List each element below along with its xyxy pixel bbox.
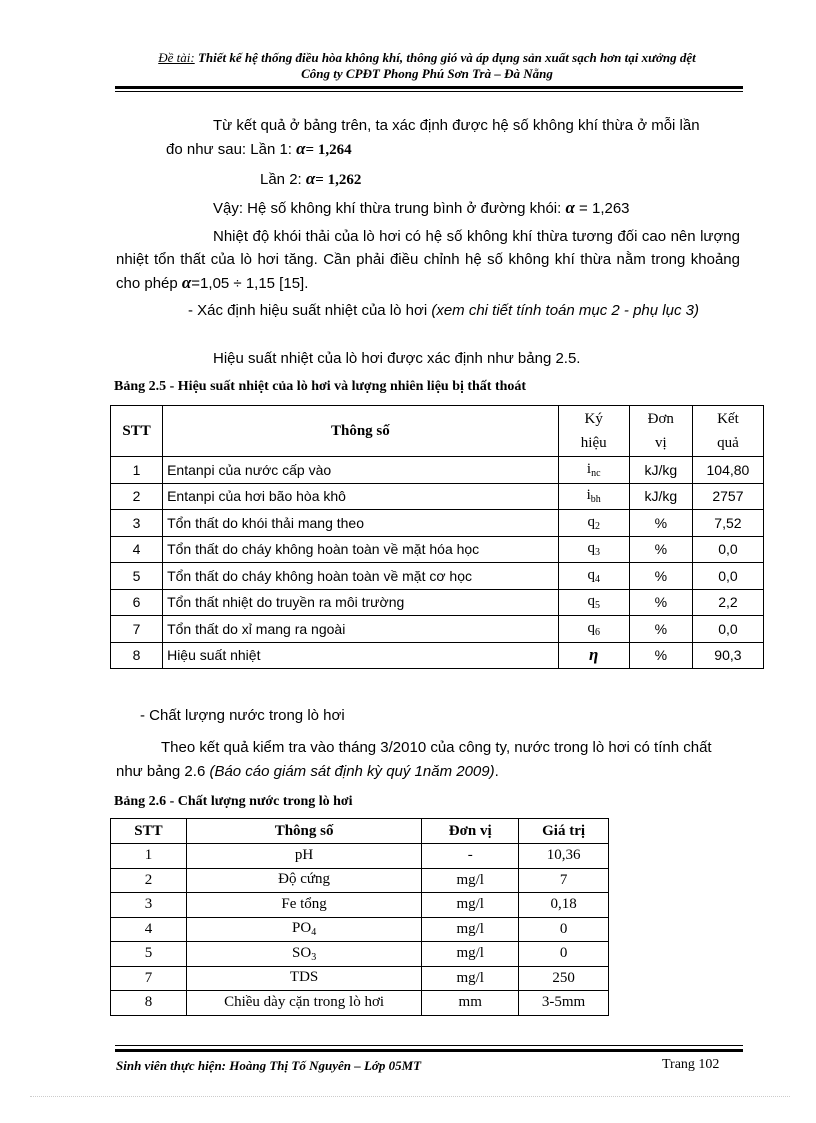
- symbol-main: q: [587, 566, 595, 583]
- conclusion-text: Vậy: Hệ số không khí thừa trung bình ở đường khói:: [213, 200, 566, 217]
- paragraph-3-text: - Xác định hiệu suất nhiệt của lò hơi: [188, 302, 432, 319]
- cell-value: 104,80: [692, 457, 763, 484]
- cell-param: [186, 917, 421, 942]
- paragraph-1-line1: Từ kết quả ở bảng trên, ta xác định được hệ số không khí thừa ở mỗi lần: [213, 117, 700, 134]
- table-2-5-caption: Bảng 2.5 - Hiệu suất nhiệt của lò hơi và lượng nhiên liệu bị thất thoát: [114, 379, 527, 394]
- alpha-symbol: α: [296, 139, 306, 158]
- conclusion-value: = 1,263: [579, 200, 630, 217]
- cell-stt: 7: [111, 966, 187, 991]
- table-2-6-caption: Bảng 2.6 - Chất lượng nước trong lò hơi: [114, 794, 353, 809]
- cell-value: 0: [519, 917, 609, 942]
- paragraph-2: [116, 225, 740, 295]
- cell-unit: mg/l: [422, 917, 519, 942]
- header-title-line1: Thiết kế hệ thống điều hòa không khí, thông gió và áp dụng sản xuất sạch hơn tại xưởng dệt: [197, 50, 696, 65]
- cell-unit: kJ/kg: [629, 457, 692, 484]
- table-row: [111, 563, 764, 590]
- symbol-main: q: [587, 513, 595, 530]
- cell-param: [186, 844, 421, 869]
- cell-unit: %: [629, 536, 692, 563]
- table-row: [111, 942, 609, 967]
- alpha-symbol: α: [565, 198, 575, 217]
- cell-value: 7,52: [692, 510, 763, 537]
- cell-unit: mg/l: [422, 942, 519, 967]
- table-row: [111, 917, 609, 942]
- cell-param: Tổn thất do xỉ mang ra ngoài: [163, 616, 559, 643]
- cell-value: 0,0: [692, 563, 763, 590]
- cell-stt: 2: [111, 868, 187, 893]
- header-rule-thin: [115, 91, 743, 92]
- paragraph-2-text: Nhiệt độ khói thải của lò hơi có hệ số không khí thừa tương đối cao nên lượng nhiệt tổn thất của lò hơi tăng. Cần phải điều chỉnh hệ số không khí thừa nằm trong khoảng cho phép: [116, 228, 740, 292]
- cell-unit: %: [629, 589, 692, 616]
- page-number: Trang 102: [662, 1057, 720, 1072]
- cell-symbol: [558, 510, 629, 537]
- symbol-main: q: [587, 619, 595, 636]
- cell-param: [186, 868, 421, 893]
- cell-stt: 1: [111, 844, 187, 869]
- page-edge-divider: [30, 1096, 790, 1097]
- table-row: [111, 483, 764, 510]
- cell-unit: %: [629, 510, 692, 537]
- paragraph-5: [116, 736, 740, 784]
- cell-unit: mm: [422, 991, 519, 1016]
- cell-param: [186, 942, 421, 967]
- cell-param: Tổn thất do cháy không hoàn toàn về mặt hóa học: [163, 536, 559, 563]
- paragraph-4: Hiệu suất nhiệt của lò hơi được xác định như bảng 2.5.: [213, 350, 581, 367]
- symbol-sub: nc: [591, 467, 601, 479]
- param-text: SO: [292, 944, 312, 961]
- cell-stt: 7: [111, 616, 163, 643]
- paragraph-5-text: Theo kết quả kiểm tra vào tháng 3/2010 của công ty, nước trong lò hơi có tính chất như bảng 2.6: [116, 739, 712, 780]
- symbol-sub: 3: [594, 547, 600, 559]
- table-header-row: [111, 406, 764, 457]
- header-label: Đề tài:: [158, 50, 195, 65]
- lan2-value: = 1,262: [315, 172, 362, 188]
- param-sub: 3: [311, 951, 317, 963]
- lan1-value: = 1,264: [305, 142, 352, 158]
- cell-param: Tổn thất nhiệt do truyền ra môi trường: [163, 589, 559, 616]
- cell-stt: 3: [111, 893, 187, 918]
- table-row: [111, 536, 764, 563]
- footer-rule-thin: [115, 1045, 743, 1046]
- symbol-sub: 6: [594, 626, 600, 638]
- table-row: [111, 642, 764, 669]
- cell-param: [186, 966, 421, 991]
- cell-param: Tổn thất do cháy không hoàn toàn về mặt cơ học: [163, 563, 559, 590]
- table-2-6: [110, 818, 609, 1016]
- cell-param: [186, 893, 421, 918]
- paragraph-5-italic: (Báo cáo giám sát định kỳ quý 1năm 2009): [209, 763, 495, 780]
- symbol-sub: 4: [594, 573, 600, 585]
- header-result: Kết quả: [692, 406, 763, 457]
- cell-value: 250: [519, 966, 609, 991]
- header-title-line2: Công ty CPĐT Phong Phú Sơn Trà – Đà Nẵng: [301, 66, 553, 81]
- cell-stt: 5: [111, 942, 187, 967]
- cell-symbol: [558, 642, 629, 669]
- cell-stt: 5: [111, 563, 163, 590]
- cell-symbol: [558, 563, 629, 590]
- cell-symbol: [558, 457, 629, 484]
- param-text: Chiều dày cặn trong lò hơi: [224, 993, 385, 1010]
- paragraph-1-line2: [166, 139, 352, 160]
- table-2-5: [110, 405, 764, 669]
- table-row: [111, 868, 609, 893]
- symbol-sub: 2: [594, 520, 600, 532]
- cell-param: Entanpi của nước cấp vào: [163, 457, 559, 484]
- cell-symbol: [558, 616, 629, 643]
- cell-unit: %: [629, 563, 692, 590]
- cell-stt: 4: [111, 536, 163, 563]
- cell-value: 0,0: [692, 616, 763, 643]
- cell-value: 10,36: [519, 844, 609, 869]
- cell-stt: 4: [111, 917, 187, 942]
- cell-value: 2,2: [692, 589, 763, 616]
- cell-unit: kJ/kg: [629, 483, 692, 510]
- cell-symbol: [558, 589, 629, 616]
- water-heading: - Chất lượng nước trong lò hơi: [140, 707, 345, 724]
- cell-stt: 2: [111, 483, 163, 510]
- table-row: [111, 966, 609, 991]
- header-unit: Đơn vị: [629, 406, 692, 457]
- conclusion-line: [213, 198, 630, 219]
- table-row: [111, 616, 764, 643]
- param-text: PO: [292, 920, 312, 937]
- paragraph-3-italic: (xem chi tiết tính toán mục 2 - phụ lục 3): [431, 302, 699, 319]
- symbol-main: i: [586, 460, 592, 477]
- table-row: [111, 991, 609, 1016]
- header-param: Thông số: [186, 819, 421, 844]
- symbol-main: η: [589, 644, 599, 664]
- page-header: [112, 50, 742, 82]
- header-rule: [115, 86, 743, 89]
- cell-symbol: [558, 536, 629, 563]
- header-param: Thông số: [163, 406, 559, 457]
- cell-value: 3-5mm: [519, 991, 609, 1016]
- cell-stt: 8: [111, 642, 163, 669]
- lan1-label: đo như sau: Lần 1:: [166, 141, 297, 158]
- cell-unit: mg/l: [422, 966, 519, 991]
- symbol-main: q: [587, 540, 595, 557]
- cell-unit: %: [629, 616, 692, 643]
- symbol-main: i: [586, 487, 591, 504]
- cell-unit: mg/l: [422, 868, 519, 893]
- alpha-range: =1,05 ÷ 1,15 [15].: [191, 275, 309, 292]
- footer-author: Sinh viên thực hiện: Hoàng Thị Tố Nguyên – Lớp 05MT: [116, 1058, 422, 1073]
- symbol-main: q: [587, 593, 595, 610]
- cell-value: 0: [519, 942, 609, 967]
- cell-unit: mg/l: [422, 893, 519, 918]
- lan2-label: Lần 2:: [260, 171, 306, 188]
- alpha-symbol: α: [181, 273, 192, 292]
- cell-param: Entanpi của hơi bão hòa khô: [163, 483, 559, 510]
- symbol-sub: 5: [594, 600, 600, 612]
- cell-value: 2757: [692, 483, 763, 510]
- paragraph-5-end: .: [494, 763, 499, 780]
- cell-stt: 1: [111, 457, 163, 484]
- cell-stt: 6: [111, 589, 163, 616]
- param-text: Độ cứng: [278, 871, 331, 888]
- param-text: Fe tổng: [281, 895, 327, 912]
- table-row: [111, 844, 609, 869]
- table-row: [111, 510, 764, 537]
- cell-param: Hiệu suất nhiệt: [163, 642, 559, 669]
- table-row: [111, 589, 764, 616]
- cell-value: 0,18: [519, 893, 609, 918]
- cell-unit: %: [629, 642, 692, 669]
- cell-param: [186, 991, 421, 1016]
- header-value: Giá trị: [519, 819, 609, 844]
- param-text: pH: [294, 846, 314, 863]
- cell-unit: -: [422, 844, 519, 869]
- cell-value: 7: [519, 868, 609, 893]
- param-sub: 4: [311, 927, 317, 939]
- header-unit: Đơn vị: [422, 819, 519, 844]
- param-text: TDS: [289, 969, 319, 986]
- cell-param: Tổn thất do khói thải mang theo: [163, 510, 559, 537]
- cell-value: 90,3: [692, 642, 763, 669]
- footer-rule: [115, 1049, 743, 1052]
- table-row: [111, 893, 609, 918]
- cell-symbol: [558, 483, 629, 510]
- header-stt: STT: [111, 406, 163, 457]
- cell-stt: 8: [111, 991, 187, 1016]
- table-header-row: [111, 819, 609, 844]
- header-symbol: Ký hiệu: [558, 406, 629, 457]
- cell-stt: 3: [111, 510, 163, 537]
- cell-value: 0,0: [692, 536, 763, 563]
- symbol-sub: bh: [590, 494, 601, 506]
- table-row: [111, 457, 764, 484]
- paragraph-3: [116, 299, 740, 323]
- header-stt: STT: [111, 819, 187, 844]
- alpha-symbol: α: [305, 169, 316, 188]
- lan2-line: [260, 169, 361, 190]
